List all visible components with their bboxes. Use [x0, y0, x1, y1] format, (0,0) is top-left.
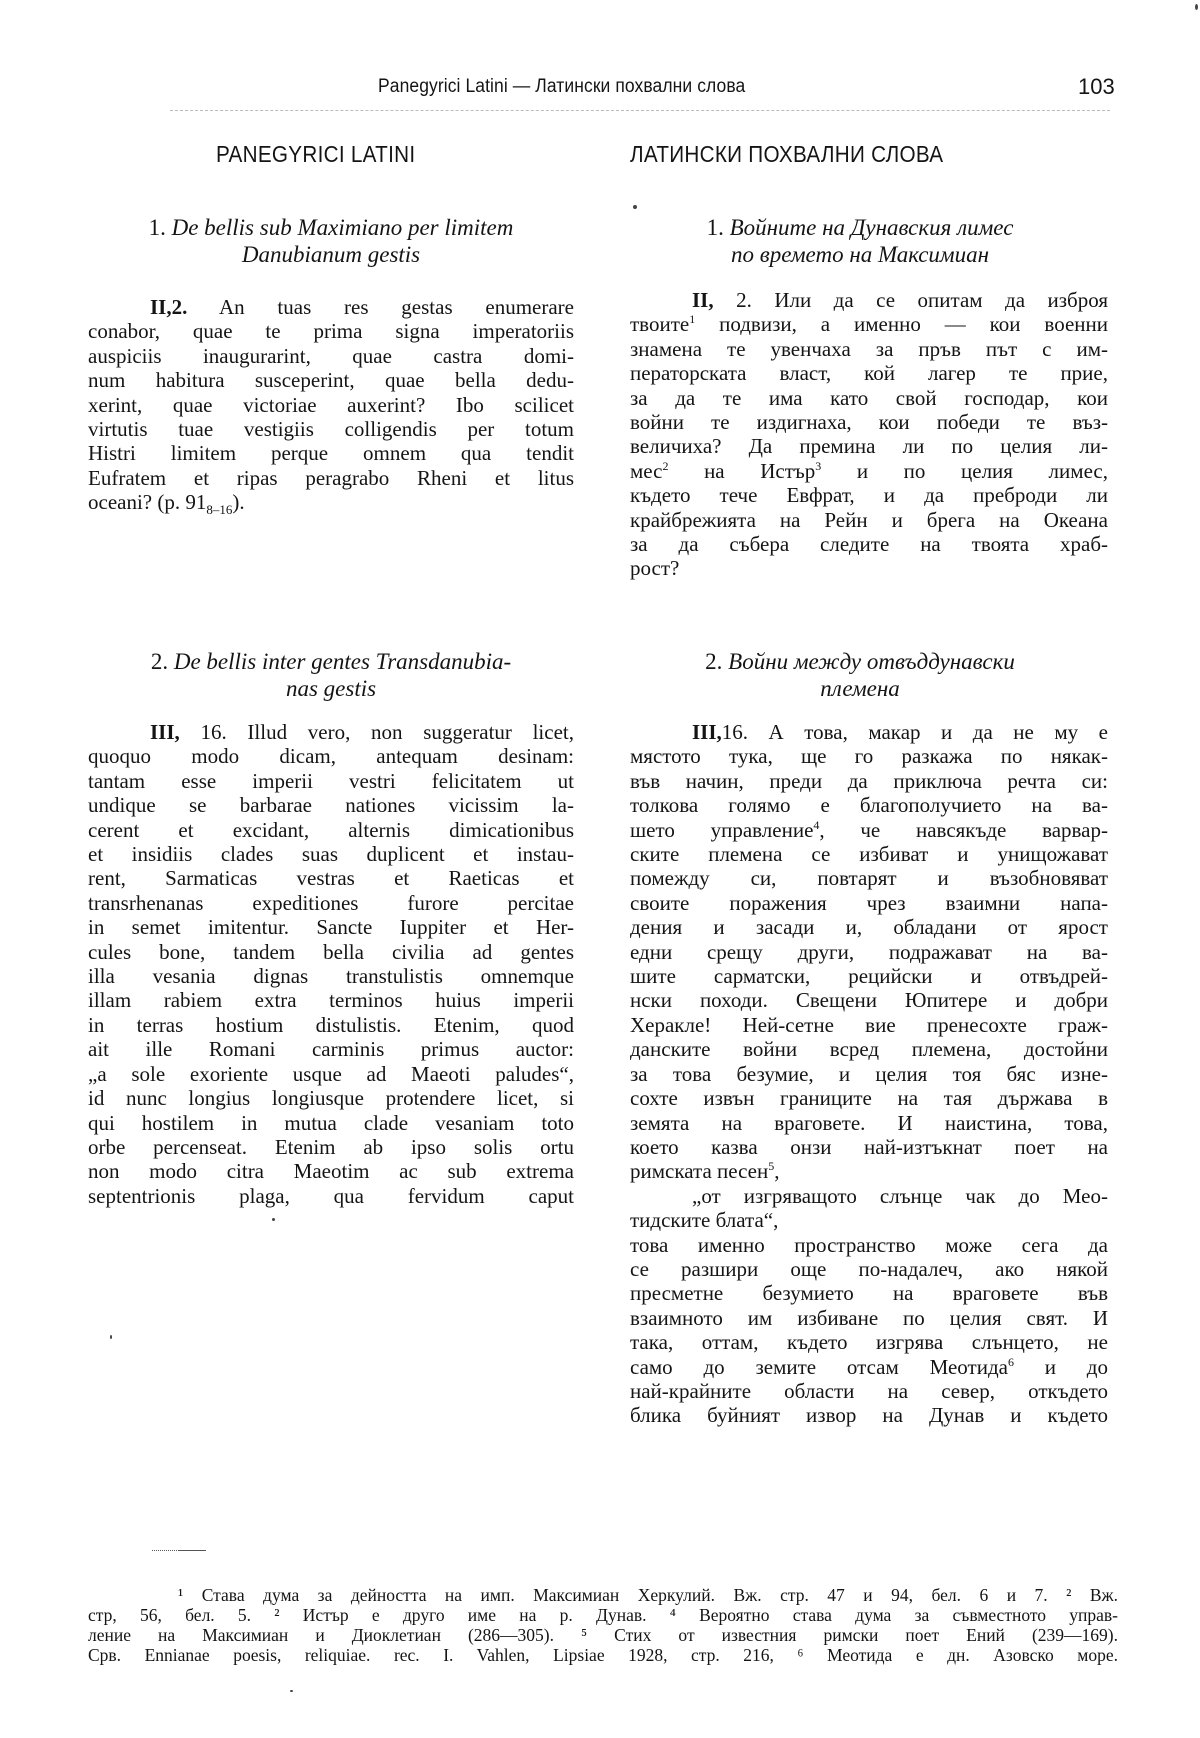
text: римската песен — [630, 1159, 769, 1184]
scan-speck — [272, 1218, 275, 1221]
footnote-marker: 3 — [815, 458, 822, 473]
text-line: Eufratem et ripas peragrabo Rheni et litus — [88, 465, 574, 490]
text-line: данските войни всред племена, достойни — [630, 1037, 1108, 1062]
text-line: мястото тука, ще го разкажа по някак- — [630, 744, 1108, 769]
text-line: крайбрежията на Рейн и брега на Океана — [630, 507, 1108, 532]
text-line: където тече Евфрат, и да преброди ли — [630, 483, 1108, 508]
text-line: знамена те увенчаха за пръв път с им- — [630, 336, 1108, 361]
text-line: xerint, quae victoriae auxerint? Ibo scilicet — [88, 392, 574, 417]
passage-ref: III, — [150, 720, 180, 744]
text-line: шите сарматски, рецийски и отвъдрей- — [630, 964, 1108, 989]
text: An tuas res gestas enumerare — [218, 295, 575, 319]
text-line: tantam esse imperii vestri felicitatem ut — [88, 768, 574, 793]
text-line: ператорската власт, кой лагер те прие, — [630, 361, 1108, 386]
text-line: non modo citra Maeotim ac sub extrema — [88, 1159, 574, 1184]
text-line: земята на враговете. И наистина, това, — [630, 1110, 1108, 1135]
passage-ref: II,2. — [150, 295, 188, 319]
text-line: за това безумие, и целия тоя бяс изне- — [630, 1061, 1108, 1086]
text-line: за да събера следите на твоята храб- — [630, 532, 1108, 557]
text: на Истър — [668, 458, 816, 483]
footnote-separator-gap — [150, 1550, 178, 1551]
text-line: id nunc longius longiusque protendere licet, si — [88, 1086, 574, 1111]
text: 2. Или да се опитам да изброя — [736, 288, 1108, 312]
footnote-marker: 2 — [662, 458, 669, 473]
section-title-line: племена — [820, 676, 900, 701]
text-line: дения и засади и, обладани от ярост — [630, 915, 1108, 940]
scan-speck — [633, 205, 637, 209]
running-title: Panegyrici Latini — Латински похвални слова — [378, 76, 746, 97]
text: и до — [1013, 1354, 1108, 1379]
text-line: което казва онзи най-изтъкнат поет на — [630, 1134, 1108, 1159]
text: oceani? (p. 91 — [88, 490, 207, 515]
text-line — [630, 720, 1108, 744]
section-title-line: nas gestis — [285, 676, 377, 701]
text-line: Херакле! Ней-сетне вие пренесохте граж- — [630, 1012, 1108, 1037]
text-line: transrhenanas expeditiones furore percitae — [88, 890, 574, 915]
scan-speck — [1195, 4, 1198, 10]
text-line: cerent et excidant, alternis dimicationibus — [88, 817, 574, 842]
footnote-line: ление на Максимиан и Диоклетиан (286—305). ⁵ Стих от известния римски поет Ений (239—169). — [88, 1625, 1118, 1645]
section-number: 2. — [150, 649, 169, 674]
section-title-line: Войни между отвъддунавски — [728, 649, 1015, 674]
text-line: qui hostilem in mutua clade vesaniam toto — [88, 1110, 574, 1135]
text-line: ait ille Romani carminis primus auctor: — [88, 1037, 574, 1062]
text: 16. А това, макар и да не му е — [721, 720, 1108, 744]
running-head — [0, 76, 1200, 106]
bulgarian-section-2-title — [630, 648, 1090, 702]
text-line: така, оттам, където изгрява слънцето, не — [630, 1330, 1108, 1355]
text: ). — [232, 490, 245, 515]
text-line: in semet imitentur. Sancte Iuppiter et Her- — [88, 915, 574, 940]
text-line — [630, 818, 1108, 842]
text-line: величиха? Да премина ли по целия ли- — [630, 434, 1108, 459]
footnote-line: стр, 56, бел. 5. ² Истър е друго име на р. Дунав. ⁴ Вероятно става дума за съвместното управ- — [88, 1605, 1118, 1625]
text-line: най-крайните области на север, откъдето — [630, 1378, 1108, 1403]
footnote-line: ¹ Става дума за дейността на имп. Максимиан Херкулий. Вж. стр. 47 и 94, бел. 6 и 7. ² Вж. — [178, 1585, 1118, 1605]
section-title-line: по времето на Максимиан — [731, 242, 989, 267]
text-line: своите поражения чрез взаимни напа- — [630, 890, 1108, 915]
section-title-line: Danubianum gestis — [241, 242, 421, 267]
text-line: Histri limitem perque omnem qua tendit — [88, 441, 574, 466]
citation-subscript: 8–16 — [206, 502, 233, 518]
section-title-line: De bellis sub Maximiano per limitem — [171, 215, 514, 240]
text-line: помежду си, повтарят и възобновяват — [630, 866, 1108, 891]
text-line: ските племена се избиват и унищожават — [630, 842, 1108, 867]
text: , че навсякъде варвар- — [819, 817, 1108, 842]
latin-section-2-title — [88, 648, 574, 702]
text-line: блика буйният извор на Дунав и където — [630, 1403, 1108, 1428]
text-line — [88, 295, 574, 319]
latin-section-1-title — [88, 214, 574, 268]
text-line — [88, 720, 574, 744]
text-line — [630, 1159, 1108, 1183]
text: само до земите отсам Меотида — [630, 1354, 1008, 1379]
section-number: 2. — [705, 649, 723, 674]
latin-column-title: PANEGYRICI LATINI — [216, 141, 416, 167]
footnotes — [88, 1585, 1118, 1665]
text-line: undique se barbarae nationes vicissim la- — [88, 793, 574, 818]
text-line: „a sole exoriente usque ad Maeoti paludes“, — [88, 1061, 574, 1086]
text-line: cules bone, tandem bella civilia ad gentes — [88, 939, 574, 964]
text: твоите — [630, 312, 690, 337]
text-line: взаимното им избиване по целия свят. И — [630, 1305, 1108, 1330]
passage-ref: III, — [692, 720, 722, 744]
text-line: толкова голямо е благополучието на ва- — [630, 793, 1108, 818]
scan-speck — [290, 1690, 293, 1692]
text: подвизи, а именно — кои военни — [695, 312, 1108, 337]
text-line — [630, 288, 1108, 312]
text-line: за да те има като свой господар, кои — [630, 385, 1108, 410]
text-line: войни те издигнаха, кои победи те въз- — [630, 410, 1108, 435]
footnote-marker: 1 — [689, 312, 696, 327]
text-line: рост? — [630, 556, 680, 581]
bulgarian-section-1-text — [630, 288, 1108, 581]
text: , — [774, 1159, 780, 1184]
text-line: in terras hostium distulistis. Etenim, quod — [88, 1012, 574, 1037]
text-line: auspiciis inaugurarint, quae castra domi- — [88, 343, 574, 368]
section-number: 1. — [148, 215, 166, 240]
quote-line: „от изгряващото слънце чак до Мео- — [692, 1183, 1108, 1208]
text-line — [88, 490, 574, 518]
text-line: пресметне безумието на враговете във — [630, 1281, 1108, 1306]
text: мес — [630, 458, 663, 483]
text-line: във начин, преди да приключа речта си: — [630, 768, 1108, 793]
text-line: rent, Sarmaticas vestras et Raeticas et — [88, 866, 574, 891]
section-title-line: De bellis inter gentes Transdanubia- — [173, 649, 512, 674]
text-line: num habitura susceperint, quae bella dedu- — [88, 368, 574, 393]
passage-ref: II, — [692, 288, 714, 312]
text-line: illam rabiem extra terminos huius imperii — [88, 988, 574, 1013]
text-line — [630, 459, 1108, 483]
text-line: това именно пространство може сега да — [630, 1232, 1108, 1257]
text: 16. Illud vero, non suggeratur licet, — [200, 720, 574, 744]
text-line: et insidiis clades suas duplicent et instau- — [88, 842, 574, 867]
text-line: едни срещу други, подражават на ва- — [630, 939, 1108, 964]
text: шето управление — [630, 817, 814, 842]
text-line: сохте извън границите на тая държава в — [630, 1086, 1108, 1111]
page-number: 103 — [1078, 74, 1115, 99]
section-title-line: Войните на Дунавския лимес — [729, 215, 1014, 240]
latin-section-2-text — [88, 720, 574, 1208]
latin-section-1-text — [88, 295, 575, 518]
text-line: нски походи. Свещени Юпитере и добри — [630, 988, 1108, 1013]
text-line: се разшири още по-надалеч, ако някой — [630, 1256, 1108, 1281]
bulgarian-section-2-text — [630, 720, 1108, 1428]
footnote-marker: 6 — [1007, 1354, 1014, 1369]
footnote-marker: 4 — [813, 817, 820, 832]
bulgarian-column-title: ЛАТИНСКИ ПОХВАЛНИ СЛОВА — [630, 141, 944, 167]
text-line: quoquo modo dicam, antequam desinam: — [88, 744, 574, 769]
text: и по целия лимес, — [821, 458, 1108, 483]
text-line: virtutis tuae vestigiis colligendis per totum — [88, 417, 574, 442]
text-line: illa vesania dignas transtulistis omnemque — [88, 964, 574, 989]
text-line: orbe percenseat. Etenim ab ipso solis ortu — [88, 1134, 574, 1159]
text-line — [630, 1355, 1108, 1379]
scan-speck — [110, 1335, 112, 1339]
footnote-line: Срв. Ennianae poesis, reliquiae. rec. I. Vahlen, Lipsiae 1928, стр. 216, ⁶ Меотида е дн. Азовско море. — [88, 1645, 1118, 1665]
text-line: conabor, quae te prima signa imperatoriis — [88, 319, 574, 344]
text-line: septentrionis plaga, qua fervidum caput — [88, 1183, 574, 1208]
header-rule — [170, 110, 1110, 111]
quote-line: тидските блата“, — [630, 1208, 779, 1233]
text-line — [630, 312, 1108, 336]
footnote-marker: 5 — [768, 1159, 775, 1174]
section-number: 1. — [706, 215, 724, 240]
bulgarian-section-1-title — [630, 214, 1090, 268]
